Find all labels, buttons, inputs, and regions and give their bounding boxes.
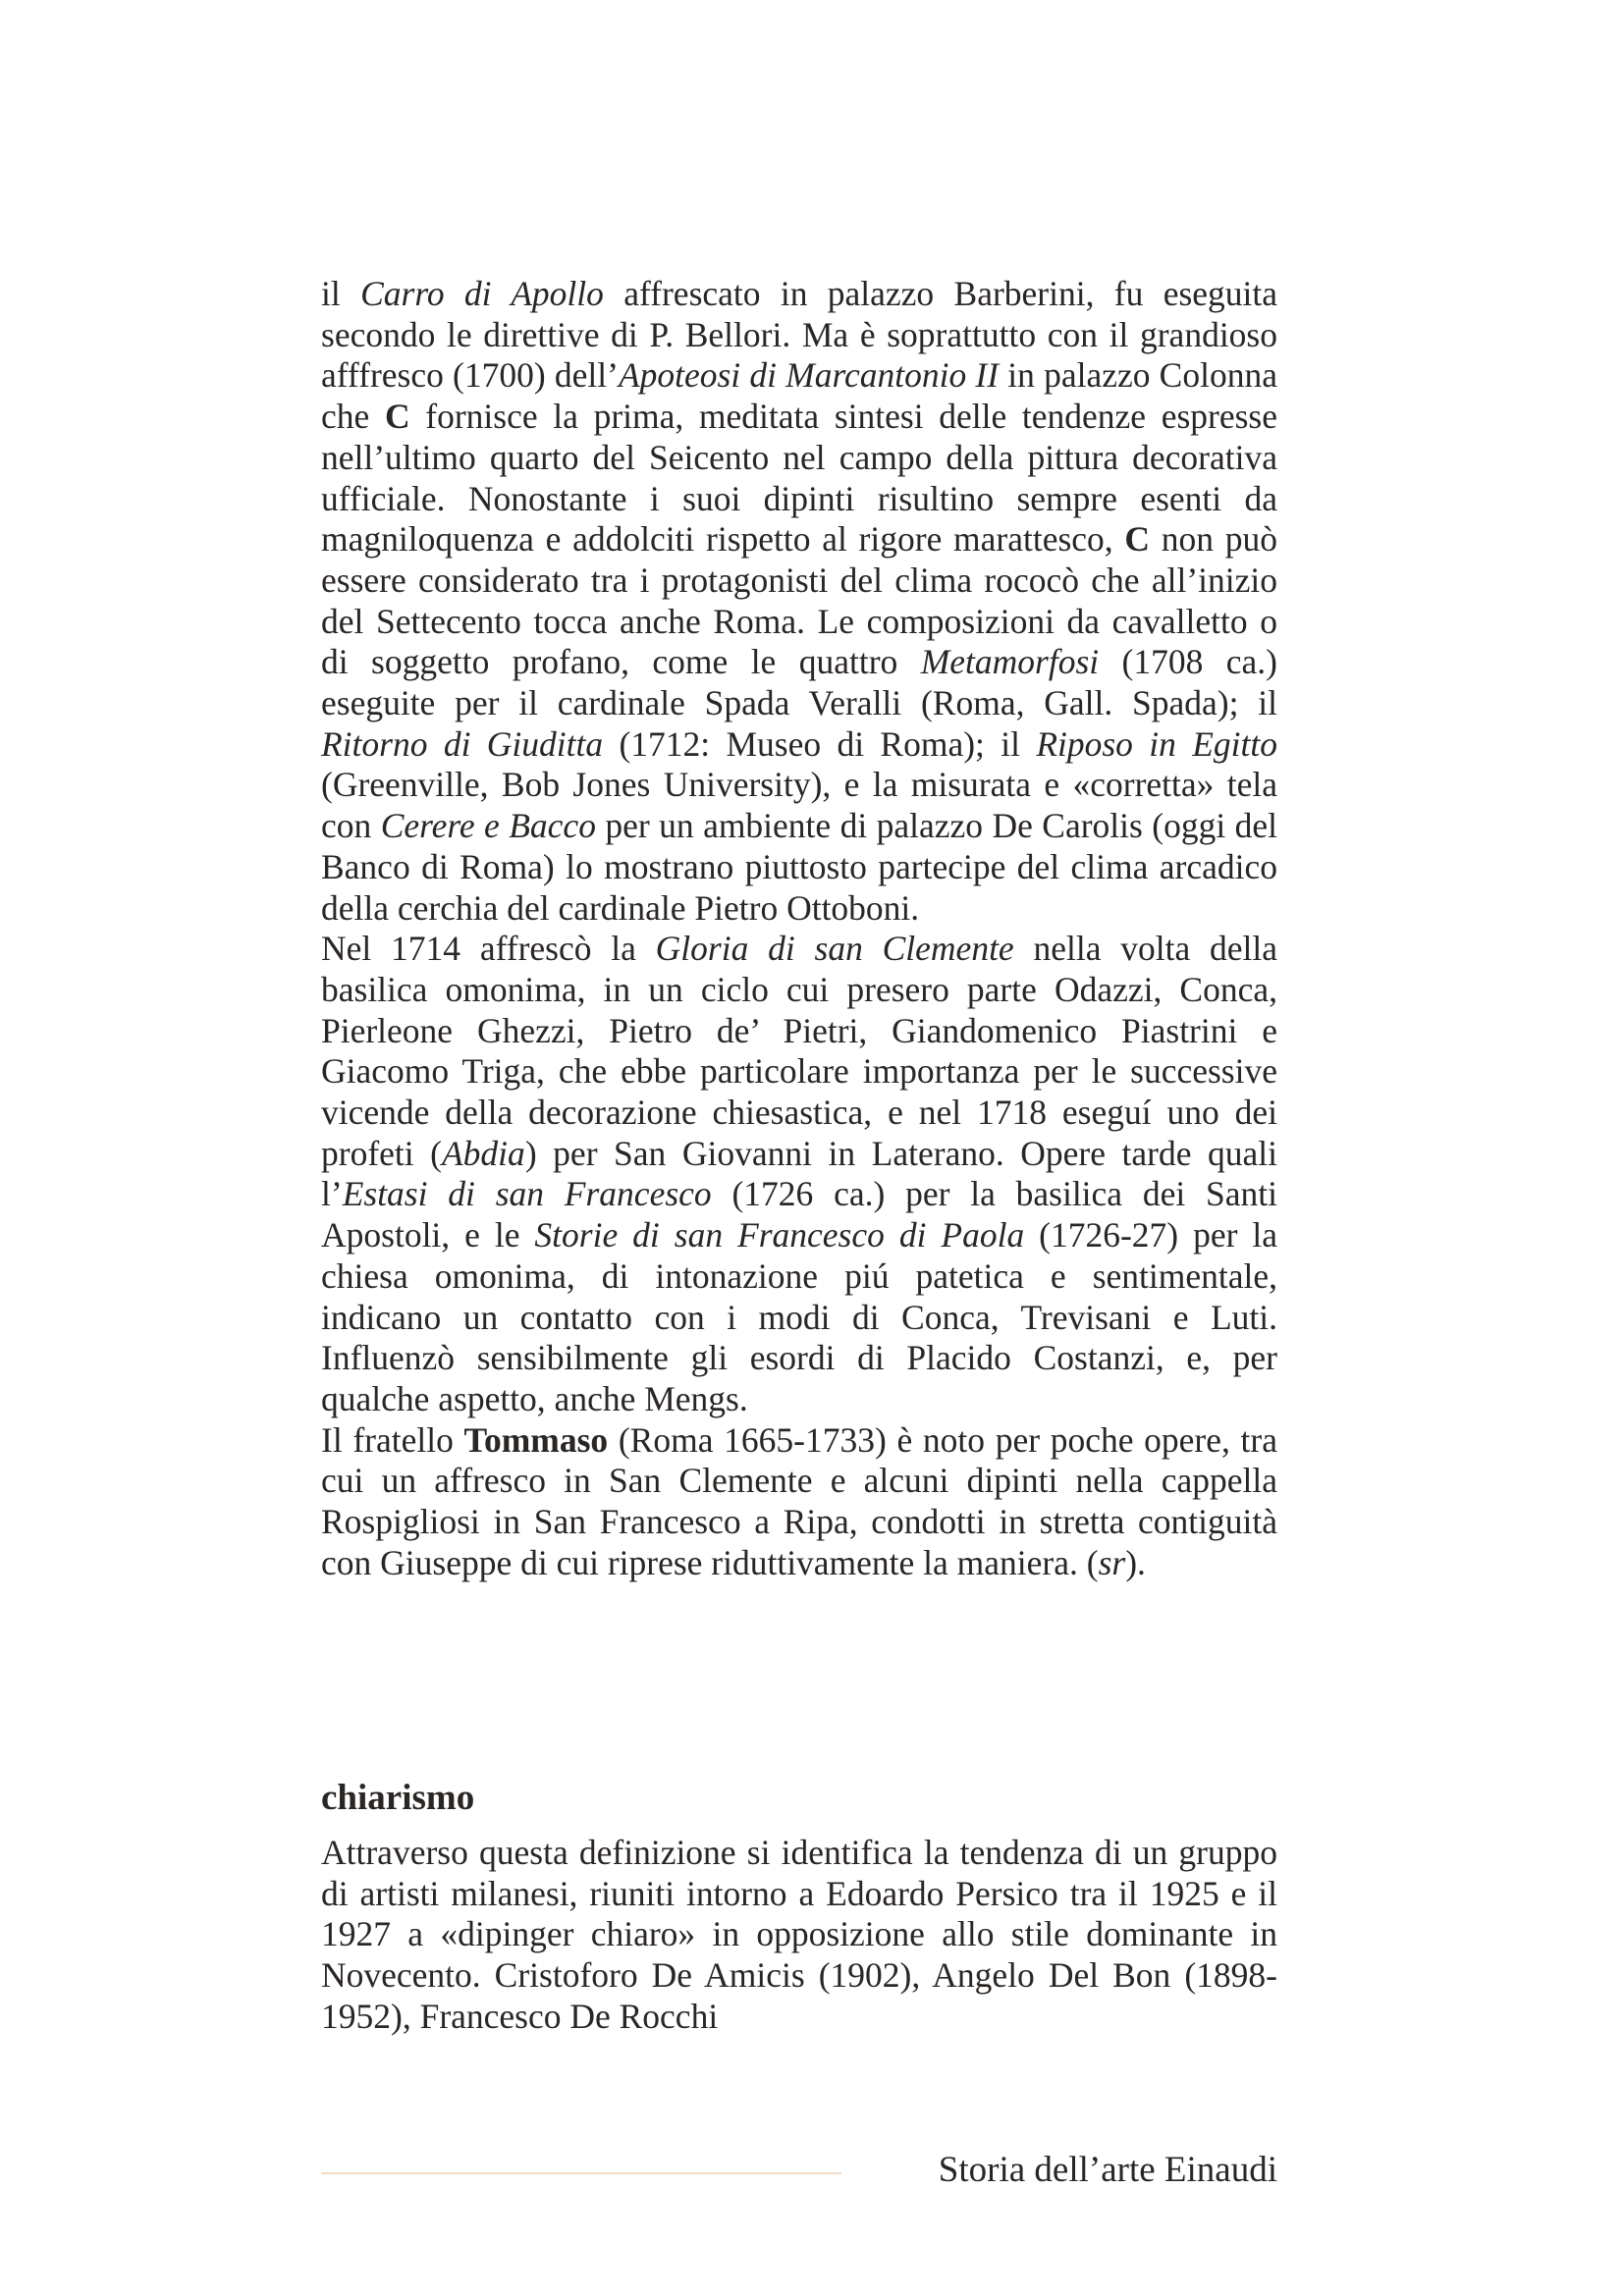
bold-text: Tommaso bbox=[463, 1419, 609, 1460]
italic-text: sr bbox=[1098, 1542, 1126, 1582]
italic-text: Cerere e Bacco bbox=[380, 806, 596, 846]
paragraph: il Carro di Apollo affrescato in palazzo Barberini, fu eseguita secondo le direttive di P. Bellori. Ma è soprattutto con il grandioso afffresco (1700) dell’Apoteosi di Marcantonio II in palazzo Colonna che C fornisce la prima, meditata sintesi delle tendenze espresse nell’ultimo quarto del Seicento nel campo della pittura decorativa ufficiale. Nonostante i suoi dipinti risultino sempre esenti da magniloquenza e addolciti rispetto al rigore marattesco, C non può essere considerato tra i protagonisti del clima rococò che all’inizio del Settecento tocca anche Roma. Le composizioni da cavalletto o di soggetto profano, come le quattro Metamorfosi (1708 ca.) eseguite per il cardinale Spada Veralli (Roma, Gall. Spada); il Ritorno di Giuditta (1712: Museo di Roma); il Riposo in Egitto (Greenville, Bob Jones University), e la misurata e «corretta» tela con Cerere e Bacco per un ambiente di palazzo De Carolis (oggi del Banco di Roma) lo mostrano piuttosto partecipe del clima arcadico della cerchia del cardinale Pietro Ottoboni. bbox=[321, 274, 1278, 928]
paragraph: Nel 1714 affrescò la Gloria di san Clemente nella volta della basilica omonima, in un ciclo cui presero parte Odazzi, Conca, Pierleone Ghezzi, Pietro de’ Pietri, Giandomenico Piastrini e Giacomo Triga, che ebbe particolare importanza per le successive vicende della decorazione chiesastica, e nel 1718 eseguí uno dei profeti (Abdia) per San Giovanni in Laterano. Opere tarde quali l’Estasi di san Francesco (1726 ca.) per la basilica dei Santi Apostoli, e le Storie di san Francesco di Paola (1726-27) per la chiesa omonima, di intonazione piú patetica e sentimentale, indicano un contatto con i modi di Conca, Trevisani e Luti. Influenzò sensibilmente gli esordi di Placido Costanzi, e, per qualche aspetto, anche Mengs. bbox=[321, 929, 1278, 1418]
entry-heading: chiarismo bbox=[321, 1778, 475, 1818]
footer-title: Storia dell’arte Einaudi bbox=[938, 2150, 1277, 2190]
paragraph: Il fratello Tommaso (Roma 1665-1733) è noto per poche opere, tra cui un affresco in San Clemente e alcuni dipinti nella cappella Rospigliosi in San Francesco a Ripa, condotti in stretta contiguità con Giuseppe di cui riprese riduttivamente la maniera. (sr). bbox=[321, 1419, 1277, 1582]
article-body bbox=[321, 274, 1277, 1584]
italic-text: Abdia bbox=[442, 1133, 525, 1173]
italic-text: Apoteosi di Marcantonio II bbox=[618, 355, 1000, 396]
italic-text: Riposo in Egitto bbox=[1036, 723, 1277, 764]
italic-text: Carro di Apollo bbox=[360, 274, 604, 313]
italic-text: Storie di san Francesco di Paola bbox=[534, 1215, 1025, 1255]
italic-text: Metamorfosi bbox=[920, 642, 1100, 682]
footer-rule bbox=[321, 2172, 841, 2174]
bold-text: C bbox=[384, 397, 410, 437]
paragraph: Attraverso questa definizione si identifica la tendenza di un gruppo di artisti milanesi, riuniti intorno a Edoardo Persico tra il 1925 e il 1927 a «dipinger chiaro» in opposizione allo stile dominante in Novecento. Cristoforo De Amicis (1902), Angelo Del Bon (1898-1952), Francesco De Rocchi bbox=[321, 1833, 1277, 2036]
entry-body bbox=[321, 1833, 1277, 2038]
italic-text: Gloria di san Clemente bbox=[655, 929, 1014, 969]
bold-text: C bbox=[1124, 519, 1151, 560]
italic-text: Estasi di san Francesco bbox=[342, 1174, 712, 1214]
italic-text: Ritorno di Giuditta bbox=[321, 723, 604, 764]
